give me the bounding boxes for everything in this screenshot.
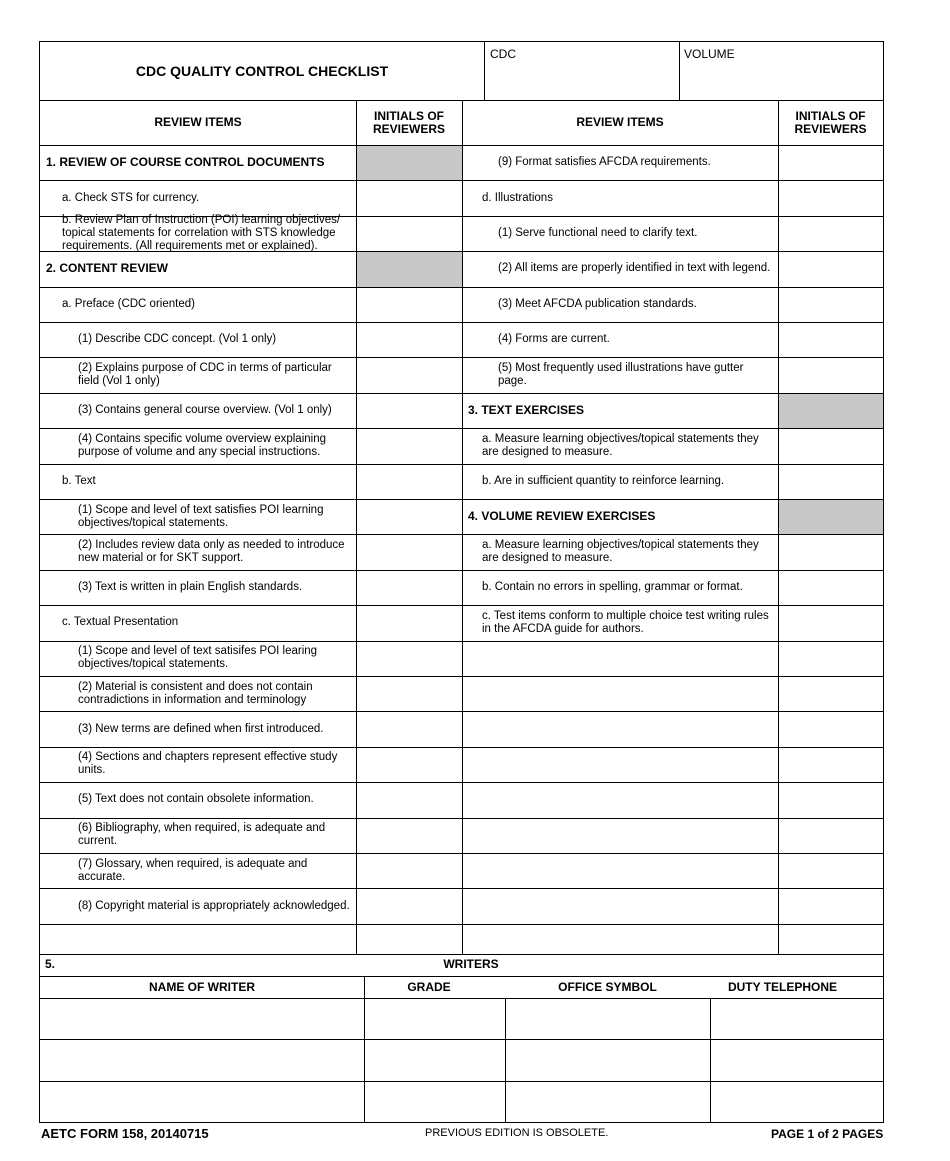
left-review-item: (2) Material is consistent and does not contain contradictions in information and terminology — [78, 680, 313, 706]
right-initials-field[interactable] — [778, 322, 883, 357]
col-duty-telephone: DUTY TELEPHONE — [727, 979, 838, 994]
volume-field[interactable] — [679, 42, 884, 100]
writers-section-number: 5. — [45, 957, 56, 971]
right-review-item: 4. VOLUME REVIEW EXERCISES — [468, 509, 656, 524]
right-review-item — [468, 711, 778, 746]
left-review-item: 2. CONTENT REVIEW — [46, 261, 169, 276]
left-review-item: (3) New terms are defined when first introduced. — [78, 722, 324, 735]
right-review-item: b. Contain no errors in spelling, grammar or format. — [482, 580, 743, 593]
left-initials-field[interactable] — [356, 782, 462, 817]
right-initials-field[interactable] — [778, 145, 883, 180]
left-review-item: (2) Includes review data only as needed to introduce new material or for SKT support. — [78, 539, 345, 565]
page-number: PAGE 1 of 2 PAGES — [771, 1127, 884, 1141]
right-review-item: a. Measure learning objectives/topical statements they are designed to measure. — [482, 432, 759, 458]
right-review-item — [468, 782, 778, 817]
left-initials-field[interactable] — [356, 499, 462, 534]
shaded-initials-cell — [357, 252, 462, 286]
right-initials-field[interactable] — [778, 464, 883, 499]
review-items-header-right: REVIEW ITEMS — [576, 115, 664, 129]
form-id: AETC FORM 158, 20140715 — [41, 1126, 209, 1141]
right-review-item: b. Are in sufficient quantity to reinforce learning. — [482, 474, 725, 487]
left-initials-field[interactable] — [356, 322, 462, 357]
left-review-item: (4) Contains specific volume overview explaining purpose of volume and any special instructions. — [78, 432, 327, 458]
right-review-item — [468, 676, 778, 711]
edition-note: PREVIOUS EDITION IS OBSOLETE. — [425, 1127, 609, 1139]
left-review-item: (1) Describe CDC concept. (Vol 1 only) — [78, 333, 277, 346]
right-review-item — [468, 853, 778, 888]
right-review-item — [468, 888, 778, 923]
left-initials-field[interactable] — [356, 570, 462, 605]
right-initials-field[interactable] — [778, 534, 883, 569]
right-initials-field[interactable] — [778, 641, 883, 676]
right-review-item: (3) Meet AFCDA publication standards. — [498, 297, 697, 310]
left-review-item: (8) Copyright material is appropriately acknowledged. — [78, 899, 350, 912]
col-grade: GRADE — [407, 979, 451, 994]
right-initials-field[interactable] — [778, 605, 883, 640]
right-review-item — [468, 641, 778, 676]
left-review-item: (3) Contains general course overview. (Vol 1 only) — [78, 403, 332, 416]
writer-row[interactable] — [40, 1039, 883, 1080]
writer-row[interactable] — [40, 1081, 883, 1122]
left-review-item: b. Text — [62, 474, 96, 487]
left-initials-field[interactable] — [356, 464, 462, 499]
left-review-item: (6) Bibliography, when required, is adequate and current. — [78, 822, 326, 848]
left-review-item: c. Textual Presentation — [62, 616, 179, 629]
left-review-item: b. Review Plan of Instruction (POI) learning objectives/ topical statements for correlation with STS knowledge requirements. (All requirements met or explained). — [62, 214, 341, 252]
left-initials-field[interactable] — [356, 605, 462, 640]
initials-header-left: INITIALS OF REVIEWERS — [372, 108, 445, 136]
left-initials-field[interactable] — [356, 534, 462, 569]
left-initials-field[interactable] — [356, 428, 462, 463]
right-review-item: (9) Format satisfies AFCDA requirements. — [498, 156, 711, 169]
right-review-item: (2) All items are properly identified in text with legend. — [498, 262, 771, 275]
right-review-item — [468, 747, 778, 782]
left-initials-field[interactable] — [356, 711, 462, 746]
writers-section-title: WRITERS — [443, 957, 499, 971]
cdc-field[interactable] — [484, 42, 679, 100]
left-initials-field[interactable] — [356, 747, 462, 782]
shaded-initials-cell — [357, 146, 462, 180]
right-initials-field[interactable] — [778, 888, 883, 923]
left-review-item: a. Check STS for currency. — [62, 191, 200, 204]
right-review-item: (4) Forms are current. — [498, 333, 610, 346]
left-review-item: (3) Text is written in plain English standards. — [78, 580, 303, 593]
right-initials-field[interactable] — [778, 818, 883, 853]
col-office-symbol: OFFICE SYMBOL — [558, 979, 657, 994]
volume-field-label: VOLUME — [684, 47, 735, 61]
initials-header-right: INITIALS OF REVIEWERS — [794, 108, 867, 136]
right-initials-field[interactable] — [778, 676, 883, 711]
form-title: CDC QUALITY CONTROL CHECKLIST — [135, 63, 389, 79]
right-initials-field[interactable] — [778, 782, 883, 817]
right-review-item: (5) Most frequently used illustrations have gutter page. — [498, 362, 744, 388]
right-review-item: (1) Serve functional need to clarify text. — [498, 226, 698, 239]
left-initials-field[interactable] — [356, 287, 462, 322]
shaded-initials-cell — [779, 394, 883, 428]
right-review-item — [468, 818, 778, 853]
left-initials-field[interactable] — [356, 641, 462, 676]
right-initials-field[interactable] — [778, 251, 883, 286]
right-initials-field[interactable] — [778, 287, 883, 322]
right-initials-field[interactable] — [778, 570, 883, 605]
shaded-initials-cell — [779, 500, 883, 534]
writer-row[interactable] — [40, 998, 883, 1039]
left-initials-field[interactable] — [356, 180, 462, 215]
left-review-item: (7) Glossary, when required, is adequate and accurate. — [78, 857, 308, 883]
checklist-form — [39, 41, 884, 1123]
left-review-item: (5) Text does not contain obsolete information. — [78, 793, 314, 806]
right-initials-field[interactable] — [778, 747, 883, 782]
right-review-item: d. Illustrations — [482, 191, 553, 204]
left-initials-field[interactable] — [356, 216, 462, 251]
left-initials-field[interactable] — [356, 818, 462, 853]
left-initials-field[interactable] — [356, 393, 462, 428]
left-review-item: a. Preface (CDC oriented) — [62, 297, 195, 310]
left-initials-field[interactable] — [356, 676, 462, 711]
left-review-item: (2) Explains purpose of CDC in terms of particular field (Vol 1 only) — [78, 362, 332, 388]
left-initials-field[interactable] — [356, 357, 462, 392]
right-initials-field[interactable] — [778, 428, 883, 463]
right-initials-field[interactable] — [778, 180, 883, 215]
right-initials-field[interactable] — [778, 357, 883, 392]
right-initials-field[interactable] — [778, 711, 883, 746]
left-initials-field[interactable] — [356, 888, 462, 923]
left-review-item: (4) Sections and chapters represent effective study units. — [78, 751, 338, 777]
right-review-item: 3. TEXT EXERCISES — [468, 402, 585, 417]
col-name-of-writer: NAME OF WRITER — [149, 979, 255, 994]
right-review-item: c. Test items conform to multiple choice test writing rules in the AFCDA guide for authors. — [482, 609, 769, 635]
review-items-header-left: REVIEW ITEMS — [154, 115, 242, 129]
right-initials-field[interactable] — [778, 216, 883, 251]
left-review-item: 1. REVIEW OF COURSE CONTROL DOCUMENTS — [46, 155, 325, 170]
right-review-item: a. Measure learning objectives/topical statements they are designed to measure. — [482, 539, 759, 565]
right-initials-field[interactable] — [778, 853, 883, 888]
left-review-item: (1) Scope and level of text satisifes POI learing objectives/topical statements. — [78, 645, 318, 671]
left-initials-field[interactable] — [356, 853, 462, 888]
left-review-item: (1) Scope and level of text satisfies POI learning objectives/topical statements. — [78, 503, 324, 529]
cdc-field-label: CDC — [490, 47, 516, 61]
